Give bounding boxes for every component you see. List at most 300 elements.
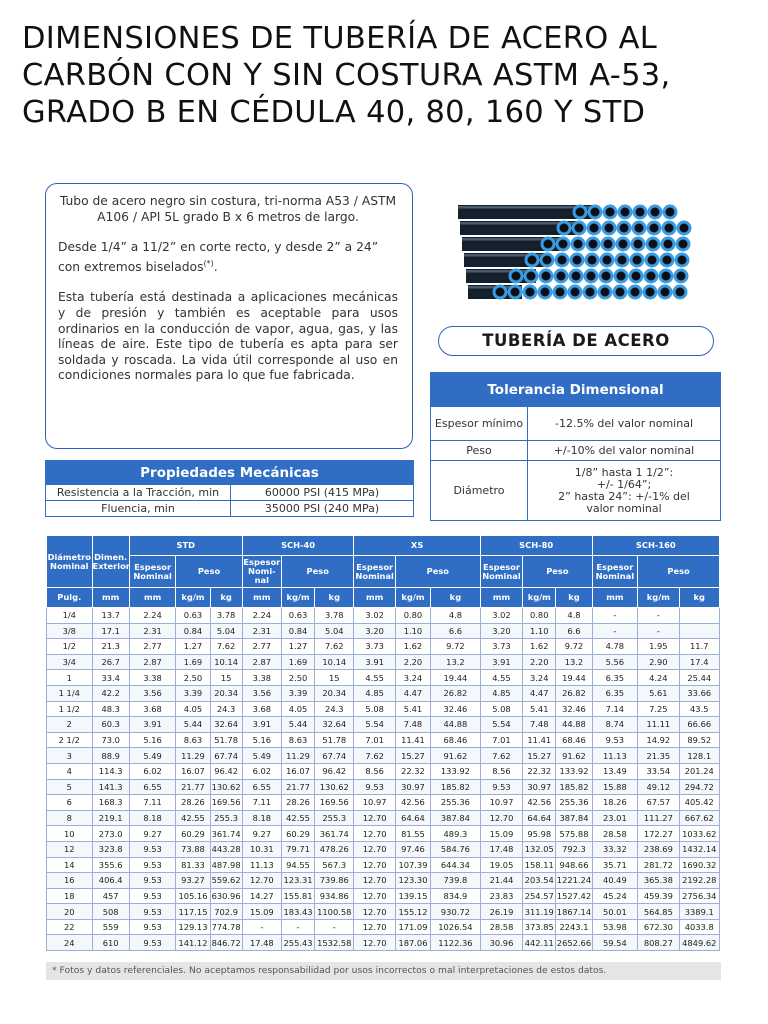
pipe-bore: [646, 288, 655, 297]
table-row: [47, 919, 720, 935]
table-cell: 3/8: [47, 623, 93, 639]
steel-pipes-image: [452, 188, 724, 320]
table-cell: 32.46: [431, 701, 481, 717]
table-row: [47, 873, 720, 889]
table-cell: 5.16: [129, 732, 176, 748]
table-cell: -: [281, 919, 314, 935]
pipe-bore: [631, 288, 640, 297]
table-cell: 15.27: [523, 748, 556, 764]
tolerance-label: Espesor mínimo: [431, 407, 528, 441]
table-cell: 30.97: [523, 779, 556, 795]
pipe-bore: [574, 240, 583, 249]
table-cell: 51.78: [210, 732, 242, 748]
table-cell: 130.62: [210, 779, 242, 795]
table-cell: 20.34: [315, 685, 354, 701]
table-cell: 4.55: [480, 670, 522, 686]
header-peso: Peso: [523, 556, 592, 588]
tolerance-label: Peso: [431, 441, 528, 461]
table-cell: 7.11: [129, 795, 176, 811]
tolerance-value-line: +/- 1/64”;: [596, 477, 652, 491]
table-cell: 15.27: [395, 748, 430, 764]
table-cell: 3.91: [354, 654, 395, 670]
table-cell: 9.27: [129, 826, 176, 842]
table-cell: 0.63: [281, 608, 314, 624]
table-cell: 2.50: [281, 670, 314, 686]
table-cell: 4.05: [281, 701, 314, 717]
table-cell: 133.92: [431, 763, 481, 779]
table-cell: 630.96: [210, 888, 242, 904]
table-cell: 117.15: [176, 904, 210, 920]
table-cell: 3.39: [176, 685, 210, 701]
table-cell: 45.24: [592, 888, 638, 904]
pipe-bore: [556, 288, 565, 297]
table-row: [47, 608, 720, 624]
table-cell: 792.3: [556, 841, 592, 857]
table-cell: 25.44: [679, 670, 719, 686]
table-cell: 1432.14: [679, 841, 719, 857]
header-peso: Peso: [281, 556, 353, 588]
product-label: TUBERÍA DE ACERO: [438, 326, 714, 356]
unit-kg: kg: [556, 588, 592, 608]
table-cell: 11.29: [281, 748, 314, 764]
table-cell: 168.3: [92, 795, 129, 811]
pipe-bore: [543, 256, 552, 265]
table-cell: 1.27: [176, 639, 210, 655]
table-cell: 169.56: [210, 795, 242, 811]
table-cell: 2.24: [242, 608, 281, 624]
pipe-bore: [586, 288, 595, 297]
table-cell: 187.06: [395, 935, 430, 951]
table-cell: 5: [47, 779, 93, 795]
table-cell: 10.14: [210, 654, 242, 670]
table-cell: 4.78: [592, 639, 638, 655]
table-cell: 7.62: [480, 748, 522, 764]
property-value: 35000 PSI (240 MPa): [231, 501, 414, 517]
table-cell: 66.66: [679, 717, 719, 733]
pipe-bore: [632, 272, 641, 281]
table-cell: 7.14: [592, 701, 638, 717]
table-cell: 3.91: [242, 717, 281, 733]
table-cell: 3.91: [480, 654, 522, 670]
pipe-bore: [512, 272, 521, 281]
table-cell: 2.77: [242, 639, 281, 655]
table-cell: 255.36: [431, 795, 481, 811]
table-cell: 3389.1: [679, 904, 719, 920]
pipe-bore: [573, 256, 582, 265]
table-cell: 3.73: [354, 639, 395, 655]
table-cell: 97.46: [395, 841, 430, 857]
tolerance-value: +/-10% del valor nominal: [528, 441, 721, 461]
pipe-bore: [617, 272, 626, 281]
table-cell: 4033.8: [679, 919, 719, 935]
pipe-bore: [676, 288, 685, 297]
pipe-bore: [591, 208, 600, 217]
table-cell: 2.24: [129, 608, 176, 624]
table-cell: 12.70: [242, 873, 281, 889]
table-cell: 739.86: [315, 873, 354, 889]
table-cell: 5.61: [638, 685, 679, 701]
table-cell: 934.86: [315, 888, 354, 904]
table-cell: 9.53: [129, 904, 176, 920]
table-cell: 365.38: [638, 873, 679, 889]
table-cell: 28.58: [592, 826, 638, 842]
table-cell: 169.56: [315, 795, 354, 811]
table-cell: 8.18: [129, 810, 176, 826]
pipe-bore: [559, 240, 568, 249]
table-cell: 43.5: [679, 701, 719, 717]
table-row: [47, 685, 720, 701]
table-cell: 702.9: [210, 904, 242, 920]
table-cell: 9.53: [129, 935, 176, 951]
pipe-bore: [636, 208, 645, 217]
table-cell: 361.74: [210, 826, 242, 842]
table-cell: 584.76: [431, 841, 481, 857]
table-row: [47, 904, 720, 920]
table-row: [47, 779, 720, 795]
table-cell: 13.7: [92, 608, 129, 624]
table-cell: 323.8: [92, 841, 129, 857]
table-row: [47, 888, 720, 904]
table-cell: 30.97: [395, 779, 430, 795]
table-cell: 183.43: [281, 904, 314, 920]
table-cell: 20.34: [210, 685, 242, 701]
table-cell: 2.77: [129, 639, 176, 655]
table-cell: 1.27: [281, 639, 314, 655]
table-cell: 5.41: [523, 701, 556, 717]
table-cell: 10.31: [242, 841, 281, 857]
table-cell: 8.63: [281, 732, 314, 748]
table-cell: 0.63: [176, 608, 210, 624]
table-cell: 8.74: [592, 717, 638, 733]
table-cell: 1532.58: [315, 935, 354, 951]
table-cell: 15: [315, 670, 354, 686]
table-cell: 3.20: [480, 623, 522, 639]
table-cell: 15.09: [480, 826, 522, 842]
table-cell: 1221.24: [556, 873, 592, 889]
table-cell: 3.78: [210, 608, 242, 624]
table-cell: 2.50: [176, 670, 210, 686]
table-cell: 487.98: [210, 857, 242, 873]
table-cell: 12.70: [354, 841, 395, 857]
pipe-bore: [650, 224, 659, 233]
pipe-bore: [616, 288, 625, 297]
table-cell: 129.13: [176, 919, 210, 935]
table-cell: 2243.1: [556, 919, 592, 935]
table-cell: 3.68: [242, 701, 281, 717]
table-cell: 10.97: [480, 795, 522, 811]
table-cell: 9.53: [480, 779, 522, 795]
footnote: * Fotos y datos referenciales. No aceptamos responsabilidad por usos incorrectos o mal interpretaciones de estos datos.: [46, 962, 721, 980]
footnote-marker: (*): [203, 258, 214, 268]
table-cell: 81.55: [395, 826, 430, 842]
table-cell: 459.39: [638, 888, 679, 904]
table-cell: -: [592, 623, 638, 639]
pipe-bore: [663, 256, 672, 265]
table-cell: 2192.28: [679, 873, 719, 889]
pipe-highlight: [458, 206, 592, 209]
table-cell: 4.8: [556, 608, 592, 624]
header-dimension-exterior: Dimen. Exterior: [92, 536, 129, 588]
table-row: [47, 826, 720, 842]
table-cell: 141.3: [92, 779, 129, 795]
table-row: [47, 795, 720, 811]
table-row: [47, 670, 720, 686]
table-cell: 89.52: [679, 732, 719, 748]
table-row: [47, 717, 720, 733]
table-cell: 559: [92, 919, 129, 935]
table-cell: 1.69: [176, 654, 210, 670]
table-cell: 18.26: [592, 795, 638, 811]
pipe-bore: [560, 224, 569, 233]
table-cell: 1 1/2: [47, 701, 93, 717]
table-cell: 91.62: [556, 748, 592, 764]
table-cell: 3.02: [354, 608, 395, 624]
table-cell: 6.35: [592, 670, 638, 686]
table-cell: 2.87: [129, 654, 176, 670]
table-cell: 1867.14: [556, 904, 592, 920]
table-cell: 7.48: [395, 717, 430, 733]
pipe-bore: [511, 288, 520, 297]
table-cell: 35.71: [592, 857, 638, 873]
table-cell: 11.13: [242, 857, 281, 873]
table-cell: 238.69: [638, 841, 679, 857]
table-cell: 281.72: [638, 857, 679, 873]
unit-mm: mm: [129, 588, 176, 608]
table-cell: 201.24: [679, 763, 719, 779]
table-cell: 33.66: [679, 685, 719, 701]
table-cell: 64.64: [523, 810, 556, 826]
pipe-bore: [634, 240, 643, 249]
table-cell: 40.49: [592, 873, 638, 889]
table-cell: 9.53: [354, 779, 395, 795]
table-row: [47, 623, 720, 639]
table-cell: 20: [47, 904, 93, 920]
table-cell: 3.56: [129, 685, 176, 701]
table-cell: 1/2: [47, 639, 93, 655]
table-row: [47, 763, 720, 779]
table-cell: 107.39: [395, 857, 430, 873]
table-cell: 28.26: [176, 795, 210, 811]
unit-kg: kg: [679, 588, 719, 608]
table-cell: 8.56: [354, 763, 395, 779]
table-cell: 60.29: [281, 826, 314, 842]
pipe-dimensions-table: [46, 535, 720, 951]
pipe-bore: [605, 224, 614, 233]
table-cell: 808.27: [638, 935, 679, 951]
table-cell: 219.1: [92, 810, 129, 826]
table-cell: 559.62: [210, 873, 242, 889]
table-cell: 6.35: [592, 685, 638, 701]
table-cell: 0.80: [395, 608, 430, 624]
pipe-bore: [679, 240, 688, 249]
table-cell: 9.53: [129, 919, 176, 935]
table-cell: 17.48: [242, 935, 281, 951]
mechanical-properties-table: [45, 460, 414, 517]
table-cell: 12.70: [354, 935, 395, 951]
unit-mm: mm: [354, 588, 395, 608]
table-cell: 13.49: [592, 763, 638, 779]
table-cell: 1690.32: [679, 857, 719, 873]
table-cell: 3.78: [315, 608, 354, 624]
table-cell: 9.53: [129, 873, 176, 889]
table-cell: 387.84: [556, 810, 592, 826]
header-group-xs: XS: [354, 536, 480, 556]
unit-mm: mm: [592, 588, 638, 608]
table-cell: 3.24: [523, 670, 556, 686]
table-row: [47, 654, 720, 670]
table-cell: 155.12: [395, 904, 430, 920]
table-cell: 478.26: [315, 841, 354, 857]
table-cell: 130.62: [315, 779, 354, 795]
table-cell: 42.56: [523, 795, 556, 811]
table-cell: 17.1: [92, 623, 129, 639]
table-cell: 12.70: [354, 888, 395, 904]
table-cell: 96.42: [210, 763, 242, 779]
unit-kgm: kg/m: [395, 588, 430, 608]
table-cell: 9.27: [242, 826, 281, 842]
table-cell: 273.0: [92, 826, 129, 842]
table-cell: 59.54: [592, 935, 638, 951]
table-cell: 11.11: [638, 717, 679, 733]
pipe-bore: [604, 240, 613, 249]
table-cell: 2: [47, 717, 93, 733]
table-cell: 294.72: [679, 779, 719, 795]
table-cell: 133.92: [556, 763, 592, 779]
header-espesor: Espesor Nominal: [592, 556, 638, 588]
pipe-bore: [664, 240, 673, 249]
table-cell: 21.77: [281, 779, 314, 795]
property-label: Resistencia a la Tracción, min: [46, 485, 231, 501]
table-cell: 18: [47, 888, 93, 904]
properties-title: Propiedades Mecánicas: [46, 461, 414, 485]
table-cell: 1100.58: [315, 904, 354, 920]
table-cell: 361.74: [315, 826, 354, 842]
table-cell: 0.84: [281, 623, 314, 639]
table-cell: 172.27: [638, 826, 679, 842]
header-espesor: Espesor Nomi- nal: [242, 556, 281, 588]
table-cell: 9.72: [556, 639, 592, 655]
table-cell: 123.30: [395, 873, 430, 889]
table-row: [47, 748, 720, 764]
table-cell: 171.09: [395, 919, 430, 935]
table-cell: 4.47: [523, 685, 556, 701]
table-cell: 12.70: [354, 810, 395, 826]
pipe-bore: [528, 256, 537, 265]
pipe-bore: [635, 224, 644, 233]
table-cell: 13.2: [431, 654, 481, 670]
pipe-bore: [576, 208, 585, 217]
header-espesor: Espesor Nominal: [129, 556, 176, 588]
unit-kg: kg: [210, 588, 242, 608]
table-cell: 1026.54: [431, 919, 481, 935]
table-cell: 10: [47, 826, 93, 842]
table-cell: 387.84: [431, 810, 481, 826]
table-cell: 3.02: [480, 608, 522, 624]
table-cell: 185.82: [556, 779, 592, 795]
pipe-bore: [602, 272, 611, 281]
table-cell: 67.57: [638, 795, 679, 811]
pipe-bore: [590, 224, 599, 233]
table-cell: 406.4: [92, 873, 129, 889]
pipe-bore: [601, 288, 610, 297]
table-cell: 128.1: [679, 748, 719, 764]
table-cell: 5.08: [480, 701, 522, 717]
table-cell: 28.26: [281, 795, 314, 811]
table-cell: 5.54: [354, 717, 395, 733]
table-cell: 774.78: [210, 919, 242, 935]
table-cell: 5.44: [176, 717, 210, 733]
page-title: DIMENSIONES DE TUBERÍA DE ACERO AL CARBÓN CON Y SIN COSTURA ASTM A-53, GRADO B EN CÉDULA 40, 80, 160 Y STD: [22, 21, 671, 130]
table-cell: 9.53: [592, 732, 638, 748]
table-cell: 68.46: [431, 732, 481, 748]
table-cell: 1.62: [395, 639, 430, 655]
table-cell: -: [242, 919, 281, 935]
table-row: [47, 732, 720, 748]
table-cell: 123.31: [281, 873, 314, 889]
table-cell: 948.66: [556, 857, 592, 873]
table-cell: 3.20: [354, 623, 395, 639]
table-cell: 567.3: [315, 857, 354, 873]
pipe-bore: [587, 272, 596, 281]
table-cell: 91.62: [431, 748, 481, 764]
pipe-bore: [618, 256, 627, 265]
table-cell: 7.11: [242, 795, 281, 811]
table-cell: 5.54: [480, 717, 522, 733]
pipe-bore: [572, 272, 581, 281]
table-cell: 6.02: [129, 763, 176, 779]
pipe-bore: [651, 208, 660, 217]
table-cell: 5.49: [129, 748, 176, 764]
table-cell: 6.02: [242, 763, 281, 779]
pipe-bore: [588, 256, 597, 265]
table-cell: 3.91: [129, 717, 176, 733]
table-cell: 442.11: [523, 935, 556, 951]
table-cell: 7.01: [480, 732, 522, 748]
table-cell: 255.3: [210, 810, 242, 826]
unit-mm: mm: [92, 588, 129, 608]
table-cell: 575.88: [556, 826, 592, 842]
table-cell: 443.28: [210, 841, 242, 857]
table-cell: 24.3: [315, 701, 354, 717]
description-cut-end: .: [213, 259, 218, 274]
table-cell: 33.4: [92, 670, 129, 686]
description-intro: Tubo de acero negro sin costura, tri-norma A53 / ASTM A106 / API 5L grado B x 6 metros de largo.: [59, 194, 397, 224]
table-cell: 6: [47, 795, 93, 811]
table-cell: 26.82: [431, 685, 481, 701]
header-diametro-nominal: Diámetro Nominal: [47, 536, 93, 588]
tolerance-value: [528, 461, 721, 521]
table-cell: 4.85: [480, 685, 522, 701]
table-cell: 4: [47, 763, 93, 779]
table-cell: 7.62: [315, 639, 354, 655]
pipe-bore: [541, 288, 550, 297]
table-cell: 22: [47, 919, 93, 935]
table-cell: 254.57: [523, 888, 556, 904]
table-row: [47, 857, 720, 873]
pipe-bore: [666, 208, 675, 217]
table-cell: 44.88: [431, 717, 481, 733]
table-cell: 6.55: [129, 779, 176, 795]
table-cell: 10.14: [315, 654, 354, 670]
table-cell: 2.31: [129, 623, 176, 639]
table-cell: 155.81: [281, 888, 314, 904]
table-cell: 2 1/2: [47, 732, 93, 748]
tolerance-title: Tolerancia Dimensional: [431, 373, 721, 407]
table-cell: 2.90: [638, 654, 679, 670]
table-row: [47, 810, 720, 826]
table-cell: 8.56: [480, 763, 522, 779]
tolerance-value: -12.5% del valor nominal: [528, 407, 721, 441]
